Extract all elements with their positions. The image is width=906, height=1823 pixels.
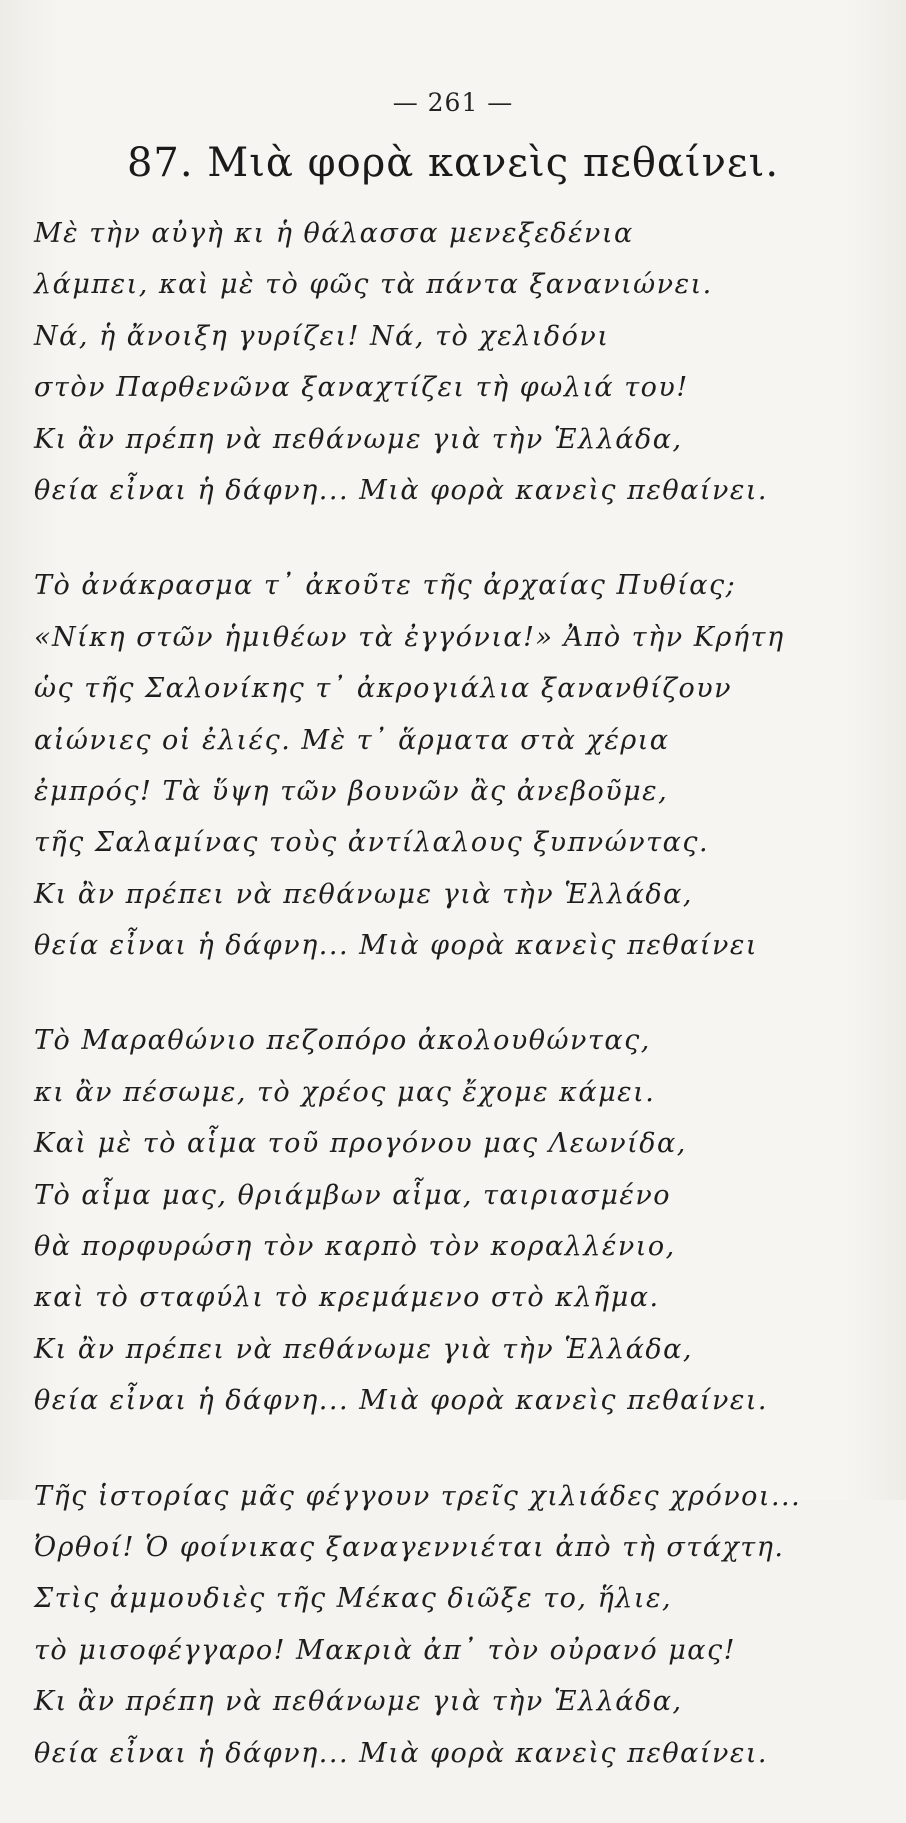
poem-line: θεία εἶναι ἡ δάφνη... Μιὰ φορὰ κανεὶς πεθαίνει. — [34, 1385, 769, 1417]
poem-line: Κι ἂν πρέπει νὰ πεθάνωμε γιὰ τὴν Ἑλλάδα, — [34, 1333, 693, 1365]
poem-line: θεία εἶναι ἡ δάφνη... Μιὰ φορὰ κανεὶς πεθαίνει. — [34, 1737, 769, 1769]
poem-line: ὡς τῆς Σαλονίκης τ᾽ ἀκρογιάλια ξανανθίζουν — [34, 673, 733, 705]
poem-line: «Νίκη στῶν ἡμιθέων τὰ ἐγγόνια!» Ἀπὸ τὴν Κρήτη — [34, 621, 785, 653]
poem-line: Καὶ μὲ τὸ αἷμα τοῦ προγόνου μας Λεωνίδα, — [34, 1128, 687, 1160]
poem-line: λάμπει, καὶ μὲ τὸ φῶς τὰ πάντα ξανανιώνει. — [34, 269, 713, 301]
poem-line: Τῆς ἱστορίας μᾶς φέγγουν τρεῖς χιλιάδες χρόνοι... — [34, 1480, 802, 1512]
poem-line: θεία εἶναι ἡ δάφνη... Μιὰ φορὰ κανεὶς πεθαίνει. — [34, 474, 769, 506]
poem-line: θὰ πορφυρώση τὸν καρπὸ τὸν κοραλλένιο, — [34, 1231, 676, 1263]
poem-line: Κι ἂν πρέπη νὰ πεθάνωμε γιὰ τὴν Ἑλλάδα, — [34, 423, 683, 455]
poem-line: Κι ἂν πρέπει νὰ πεθάνωμε γιὰ τὴν Ἑλλάδα, — [34, 878, 693, 910]
poem-line: καὶ τὸ σταφύλι τὸ κρεμάμενο στὸ κλῆμα. — [34, 1282, 660, 1314]
page-number: — 261 — — [392, 88, 514, 117]
poem-line: κι ἂν πέσωμε, τὸ χρέος μας ἔχομε κάμει. — [34, 1076, 656, 1108]
poem-title: 87. Μιὰ φορὰ κανεὶς πεθαίνει. — [126, 140, 780, 186]
poem-line: Τὸ αἷμα μας, θριάμβων αἷμα, ταιριασμένο — [34, 1179, 672, 1211]
stanza-2 — [34, 560, 874, 971]
poem-line: Κι ἂν πρέπη νὰ πεθάνωμε γιὰ τὴν Ἑλλάδα, — [34, 1686, 683, 1718]
poem-line: τὸ μισοφέγγαρο! Μακριὰ ἀπ᾽ τὸν οὐρανό μας! — [34, 1634, 736, 1666]
poem-line: Νά, ἡ ἄνοιξη γυρίζει! Νά, τὸ χελιδόνι — [34, 320, 610, 352]
stanza-1 — [34, 208, 874, 516]
poem-line: Ὀρθοί! Ὁ φοίνικας ξαναγεννιέται ἀπὸ τὴ στάχτη. — [34, 1531, 785, 1563]
stanza-3 — [34, 1015, 874, 1426]
stanza-4 — [34, 1471, 874, 1779]
poem-line: Τὸ Μαραθώνιο πεζοπόρο ἀκολουθώντας, — [34, 1025, 651, 1057]
poem-line: ἐμπρός! Τὰ ὕψη τῶν βουνῶν ἂς ἀνεβοῦμε, — [34, 775, 669, 807]
poem-line: Στὶς ἀμμουδιὲς τῆς Μέκας διῶξε το, ἥλιε, — [34, 1583, 673, 1615]
poem-line: θεία εἶναι ἡ δάφνη... Μιὰ φορὰ κανεὶς πεθαίνει — [34, 930, 758, 962]
poem-line: Μὲ τὴν αὐγὴ κι ἡ θάλασσα μενεξεδένια — [34, 218, 634, 249]
poem-line: στὸν Παρθενῶνα ξαναχτίζει τὴ φωλιά του! — [34, 372, 689, 404]
poem-line: αἰώνιες οἱ ἐλιές. Μὲ τ᾽ ἅρματα στὰ χέρια — [34, 724, 670, 756]
poem-body — [34, 208, 874, 1823]
poem-line: τῆς Σαλαμίνας τοὺς ἀντίλαλους ξυπνώντας. — [34, 827, 710, 859]
poem-line: Τὸ ἀνάκρασμα τ᾽ ἀκοῦτε τῆς ἀρχαίας Πυθίας; — [34, 570, 737, 602]
